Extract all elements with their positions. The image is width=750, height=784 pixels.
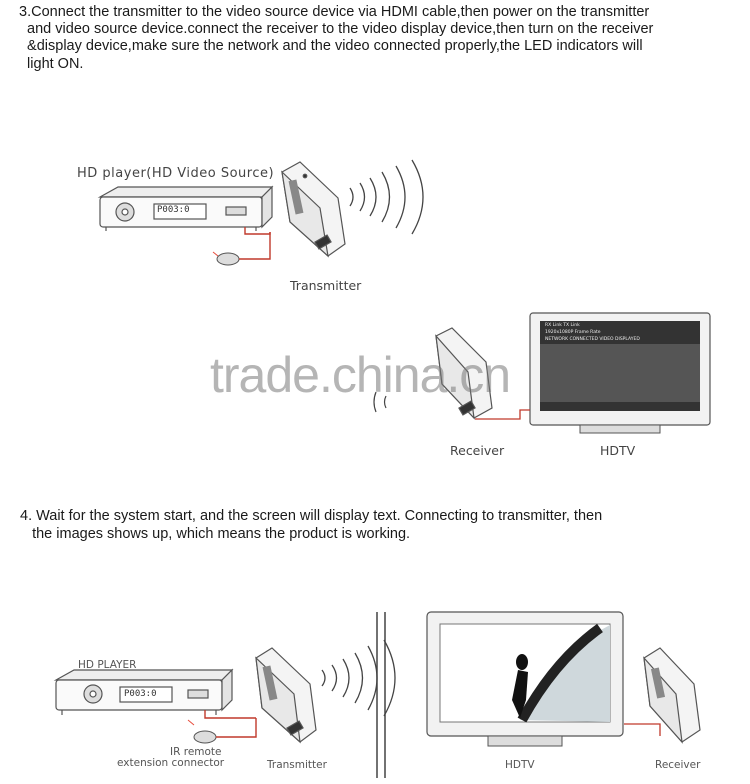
hdtv-label-2: HDTV — [505, 759, 535, 771]
wall-divider — [377, 612, 385, 778]
hd-player-source-label: HD player(HD Video Source) — [77, 166, 275, 181]
wireless-waves-2 — [322, 640, 395, 716]
hdmi-cable-2 — [205, 710, 256, 718]
ir-extension-connector-label: extension connector — [117, 757, 225, 769]
hd-player-display-text-2: P003:0 — [124, 689, 157, 699]
transmitter-illustration — [282, 162, 345, 256]
step-4-line-1: 4. Wait for the system start, and the screen will display text. Connecting to transmitter, then — [20, 508, 603, 524]
receiver-illustration-2 — [624, 648, 700, 742]
hd-player-display-text: P003:0 — [157, 205, 190, 215]
hdtv-screen-line-2: 1920x1080P Frame Rate — [545, 330, 601, 335]
ir-sensor-1 — [213, 232, 270, 265]
hdmi-cable — [245, 227, 270, 234]
step-3-line-1: 3.Connect the transmitter to the video source device via HDMI cable,then power on the transmitter — [19, 4, 650, 20]
step-3-line-2: and video source device.connect the receiver to the video display device,then turn on the receiver — [19, 21, 654, 37]
transmitter-label-2: Transmitter — [267, 759, 327, 771]
receiver-label-1: Receiver — [450, 443, 505, 458]
wireless-waves-1 — [350, 160, 423, 234]
hdtv-screen-line-3: NETWORK CONNECTED VIDEO DISPLAYED — [545, 337, 640, 342]
transmitter-label-1: Transmitter — [290, 278, 362, 293]
ir-sensor-2 — [188, 718, 256, 743]
receiver-label-2: Receiver — [655, 759, 701, 771]
hdtv-label-1: HDTV — [600, 443, 636, 458]
step-3-line-3: &display device,make sure the network and the video connected properly,the LED indicators will — [19, 38, 643, 54]
hdtv-screen-line-1: RX Link TX Link — [545, 323, 580, 328]
ir-remote-label: IR remote — [170, 746, 222, 758]
hdtv-illustration-2 — [427, 612, 623, 746]
watermark-text: trade.china.cn — [210, 347, 511, 403]
hd-player-label-2: HD PLAYER — [78, 659, 137, 671]
step-3-line-4: light ON. — [19, 56, 84, 72]
step-4-line-2: the images shows up, which means the product is working. — [20, 526, 411, 542]
transmitter-illustration-2 — [256, 648, 316, 742]
